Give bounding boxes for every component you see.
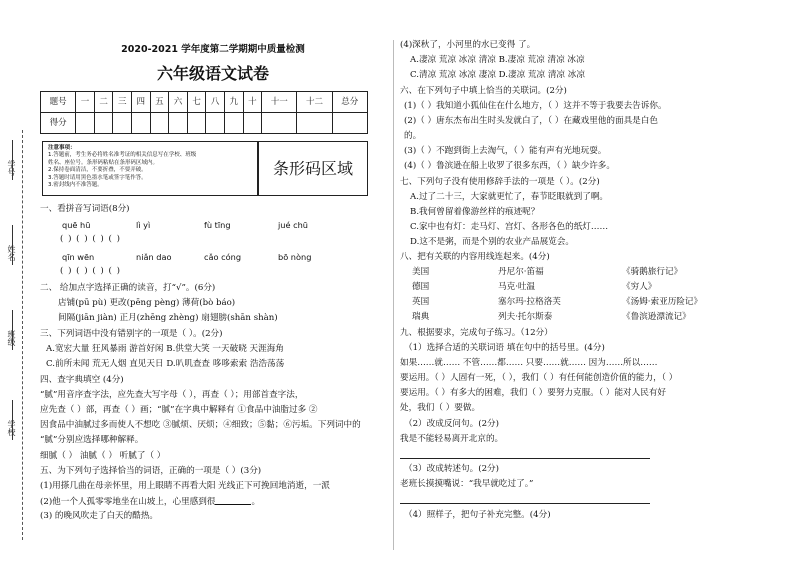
- question-heading: 七、下列句子没有使用修辞手法的一项是（ ）。(2分): [400, 177, 600, 187]
- score-cell: 四: [132, 92, 151, 113]
- notice-line: 姓名、座位号。条形码粘贴在条形码区域内。: [48, 159, 159, 166]
- match-book[interactable]: 《鲁滨逊漂流记》: [622, 312, 691, 322]
- question-line[interactable]: 要运用。（ ）人固有一死，（ ），我们（ ）有任何能创造价值的能力，（ ）: [400, 373, 678, 383]
- column-divider: [393, 40, 394, 550]
- answer-line[interactable]: [400, 503, 650, 504]
- question-line[interactable]: (3)（ ）不跑到街上去淘气，（ ）能有声有光地玩耍。: [404, 146, 607, 156]
- answer-brackets[interactable]: ( ) ( ) ( ) ( ): [60, 234, 121, 244]
- notice-line: 1.答题前，考生务必将姓名准考证的相关信息写在学校、班级: [48, 152, 197, 159]
- score-entry-cell[interactable]: [206, 113, 225, 134]
- question-line: 的。: [404, 131, 422, 141]
- question-line[interactable]: (1)用搽几曲在母亲怀里，用上眼睛不再看大阳 光线正下可挽回地消逝，一派: [40, 481, 330, 491]
- question-heading: 六、在下列句子中填上恰当的关联词。(2分): [400, 86, 567, 96]
- pinyin: fù tīng: [204, 220, 231, 230]
- question-heading: 八、把有关联的内容用线连起来。(4分): [400, 252, 550, 262]
- score-entry-cell[interactable]: [224, 113, 243, 134]
- question-line[interactable]: 店铺(pū pù) 更改(pēng pèng) 薄荷(bò báo): [58, 298, 236, 308]
- barcode-area: 条形码区域: [258, 141, 368, 196]
- option-line[interactable]: C.家中也有灯：走马灯、宫灯、各形各色的纸灯……: [410, 222, 609, 232]
- score-entry-cell[interactable]: [169, 113, 188, 134]
- gutter-label-student-number: 学号: [7, 160, 16, 176]
- gutter-blank-line: [12, 310, 13, 350]
- score-table-header-row: [41, 92, 368, 113]
- answer-line[interactable]: [400, 458, 650, 459]
- question-heading: 九、根据要求，完成句子练习。（12分）: [400, 328, 553, 338]
- question-line: 因食品中油腻过多而使人不想吃 ③腻烦、厌烦；④细致；⑤黏；⑥污垢。下列词中的: [40, 420, 361, 430]
- question-line[interactable]: (4)深秋了，小河里的水已变得 了。: [400, 40, 536, 50]
- match-country[interactable]: 英国: [412, 297, 430, 307]
- score-entry-cell[interactable]: [150, 113, 169, 134]
- option-line[interactable]: A.凄凉 荒凉 冰凉 清凉 B.凄凉 荒凉 清凉 冰凉: [410, 55, 585, 65]
- question-heading: 五、为下列句子选择恰当的词语，正确的一项是（ ）(3分): [40, 466, 262, 476]
- match-country[interactable]: 德国: [412, 282, 430, 292]
- score-cell: 一: [76, 92, 95, 113]
- question-heading: 四、查字典填空 (4分): [40, 375, 124, 385]
- score-cell: 九: [224, 92, 243, 113]
- notice-box: [42, 141, 258, 196]
- score-entry-cell[interactable]: [132, 113, 151, 134]
- subquestion: （1）选择合适的关联词语 填在句中的括号里。(4分): [404, 343, 605, 353]
- subquestion: （3）改成转述句。(2分): [404, 464, 499, 474]
- pinyin: cǎo cóng: [204, 252, 242, 262]
- match-author[interactable]: 列夫·托尔斯泰: [498, 312, 553, 322]
- score-entry-cell[interactable]: [76, 113, 95, 134]
- question-line[interactable]: (2)（ ）唐东杰布出生时头发就白了，（ ）在藏戏里他的面具是白色: [404, 116, 658, 126]
- question-line[interactable]: 间隔(jiān jiàn) 正月(zhēng zhèng) 扇翅膀(shān shàn): [58, 313, 278, 323]
- question-line[interactable]: (1)（ ）我知道小狐仙住在什么地方，（ ）这并不等于我要去告诉你。: [404, 101, 667, 111]
- score-cell: 得分: [41, 113, 76, 134]
- exam-term: 2020-2021 学年度第二学期期中质量检测: [121, 44, 305, 55]
- seal-line: [22, 130, 23, 540]
- question-line[interactable]: 应先查（ ）部，再查（ ）画；“腻”在字典中解释有 ①食品中油脂过多 ②: [40, 405, 318, 415]
- gutter-label-school: 学校: [7, 420, 16, 436]
- subquestion: （2）改成反问句。(2分): [404, 419, 499, 429]
- left-column: [38, 0, 388, 561]
- question-line[interactable]: 处，我们（ ）要做。: [400, 403, 481, 413]
- score-cell: 六: [169, 92, 188, 113]
- binding-gutter: [0, 0, 34, 561]
- option-line[interactable]: A.宽宏大量 狂风暴雨 游首好闲 B.供堂大笑 一天破晓 天涯海角: [46, 344, 284, 354]
- score-cell: 五: [150, 92, 169, 113]
- right-column: [400, 0, 785, 561]
- notice-line: 2.保持卷面清洁，不要折叠，不要弄破。: [48, 167, 147, 174]
- pinyin: qīn wēn: [62, 252, 95, 262]
- gutter-blank-line: [12, 140, 13, 180]
- exam-title: 六年级语文试卷: [156, 64, 269, 83]
- gutter-blank-line: [12, 225, 13, 265]
- option-line[interactable]: A.过了二十三，大家就更忙了，春节眨眼就到了啊。: [410, 192, 609, 202]
- pinyin: niǎn dao: [136, 252, 172, 262]
- pinyin: jué chū: [278, 220, 308, 230]
- question-line: 老班长摸摸嘴说：“我早就吃过了。”: [400, 479, 534, 489]
- score-entry-cell[interactable]: [113, 113, 132, 134]
- score-cell: 题号: [41, 92, 76, 113]
- score-table-score-row: [41, 113, 368, 134]
- question-line[interactable]: 细腻（ ） 油腻（ ） 听腻了（ ）: [40, 451, 166, 461]
- score-entry-cell[interactable]: [94, 113, 113, 134]
- option-line[interactable]: D.这不是粥，而是个别的农业产品展览会。: [410, 237, 575, 247]
- question-line[interactable]: (3) 的晚风吹走了白天的酷热。: [40, 511, 159, 521]
- score-cell: 三: [113, 92, 132, 113]
- question-line[interactable]: (2)他一个人孤零零地坐在山坡上，心里感到很 。: [40, 497, 261, 507]
- score-cell: 七: [187, 92, 206, 113]
- match-author[interactable]: 马克·吐温: [498, 282, 536, 292]
- question-line: 我是不能轻易离开北京的。: [400, 434, 504, 444]
- conjunction-options: 如果……就…… 不管……都…… 只要……就…… 因为……所以……: [400, 358, 658, 368]
- answer-blank[interactable]: [215, 496, 251, 505]
- question-text: (2)他一个人孤零零地坐在山坡上，心里感到很: [40, 497, 216, 507]
- pinyin: quē hū: [62, 220, 91, 230]
- subquestion: （4）照样子，把句子补充完整。(4分): [404, 510, 551, 520]
- gutter-label-class: 班级: [7, 330, 16, 346]
- question-line[interactable]: “腻”用音序查字法，应先查大写字母（ ），再查（ ）；用部首查字法，: [40, 390, 304, 400]
- gutter-label-name: 姓名: [7, 245, 16, 261]
- score-cell: 十: [243, 92, 262, 113]
- score-entry-cell[interactable]: [243, 113, 262, 134]
- score-table: [40, 91, 368, 134]
- score-cell: 总分: [332, 92, 367, 113]
- match-author[interactable]: 丹尼尔·笛福: [498, 267, 544, 277]
- match-country[interactable]: 美国: [412, 267, 430, 277]
- pinyin: lì yì: [136, 220, 151, 230]
- match-country[interactable]: 瑞典: [412, 312, 430, 322]
- option-line[interactable]: C.前所未闻 荒无人烟 直见天日 D.叭叽查查 哆哆索索 浩浩荡荡: [46, 359, 285, 369]
- question-heading: 二、 给加点字选择正确的读音，打“√”。(6分): [40, 283, 216, 293]
- score-cell: 十一: [262, 92, 297, 113]
- question-line[interactable]: (4)（ ）鲁滨逊在船上收罗了很多东西，（ ）缺少许多。: [404, 161, 615, 171]
- option-line[interactable]: C.清凉 荒凉 冰凉 凄凉 D.凄凉 荒凉 清凉 冰凉: [410, 70, 585, 80]
- score-cell: 二: [94, 92, 113, 113]
- pinyin: bō nòng: [278, 252, 312, 262]
- option-line[interactable]: B.我何曾留着像游丝样的痕迹呢？: [410, 207, 540, 217]
- match-book[interactable]: 《穷人》: [622, 282, 657, 292]
- question-line[interactable]: 要运用。（ ）有多大的困难，我们（ ）要努力克服。（ ）能对人民有好: [400, 388, 667, 398]
- match-book[interactable]: 《骑鹅旅行记》: [622, 267, 683, 277]
- notice-line: 3.答题时请用黑色墨水笔或签字笔作答。: [48, 174, 147, 181]
- question-heading: 一、看拼音写词语(8分): [40, 204, 130, 214]
- match-book[interactable]: 《汤姆·索亚历险记》: [622, 297, 703, 307]
- score-cell: 八: [206, 92, 225, 113]
- score-entry-cell[interactable]: [297, 113, 332, 134]
- notice-title: 注意事项：: [48, 145, 76, 151]
- question-line: “腻”分别应选择哪种解释。: [40, 435, 144, 445]
- notice-line: 3.密封线内不准答题。: [48, 182, 103, 189]
- question-heading: 三、下列词语中没有错别字的一项是（ ）。(2分): [40, 329, 223, 339]
- score-cell: 十二: [297, 92, 332, 113]
- score-entry-cell[interactable]: [332, 113, 367, 134]
- score-entry-cell[interactable]: [187, 113, 206, 134]
- answer-brackets[interactable]: ( ) ( ) ( ) ( ): [60, 266, 121, 276]
- gutter-blank-line: [12, 400, 13, 440]
- score-entry-cell[interactable]: [262, 113, 297, 134]
- match-author[interactable]: 塞尔玛·拉格洛芙: [498, 297, 561, 307]
